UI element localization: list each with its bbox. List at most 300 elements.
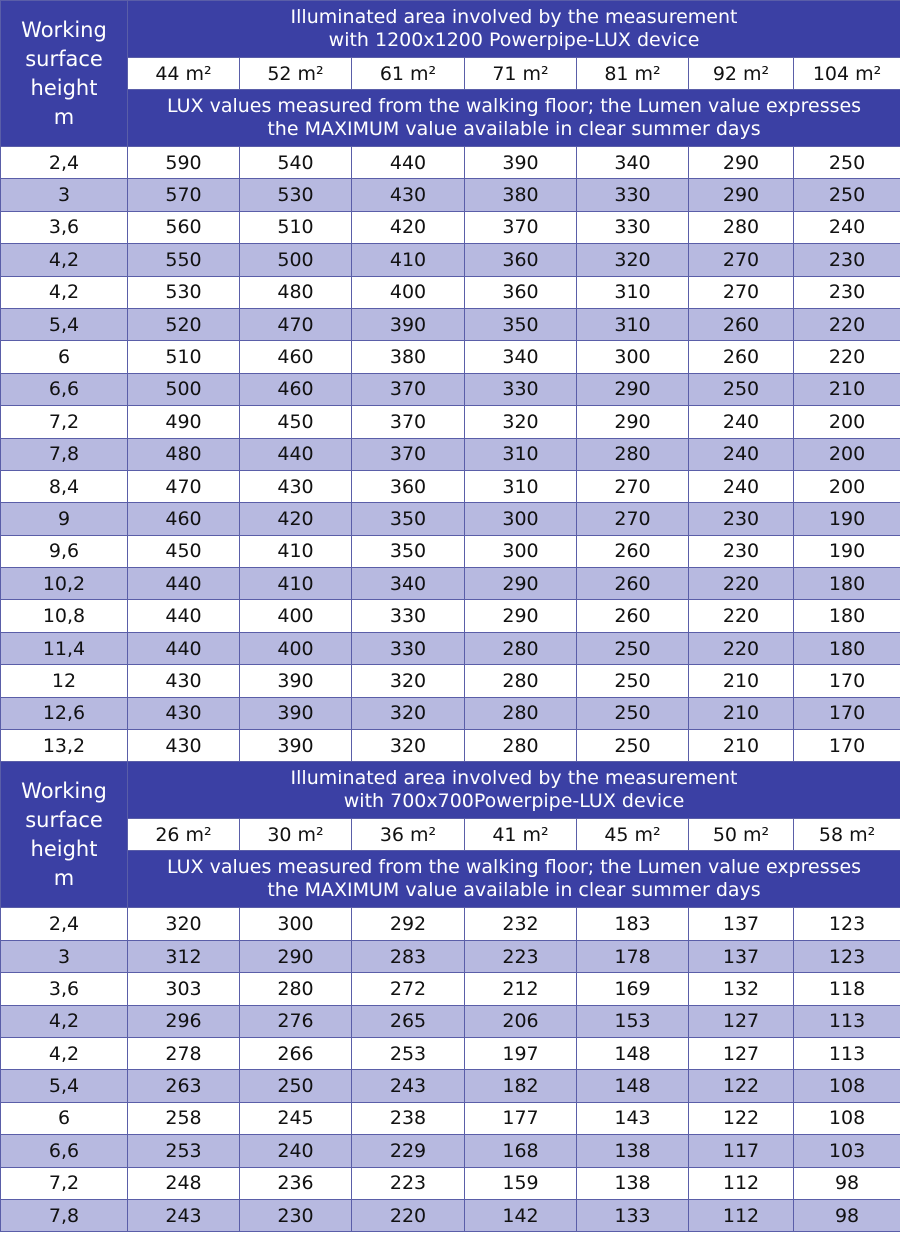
lux-note (128, 851, 900, 908)
lux-value-cell: 290 (689, 147, 794, 179)
lux-value-cell: 223 (352, 1167, 465, 1199)
title-line: Illuminated area involved by the measurement (290, 6, 738, 28)
lux-value-cell: 220 (794, 308, 900, 340)
lux-value-cell: 290 (465, 600, 577, 632)
lux-value-cell: 430 (128, 665, 240, 697)
lux-value-cell: 113 (794, 1005, 900, 1037)
height-cell: 7,8 (1, 1199, 128, 1231)
height-cell: 11,4 (1, 632, 128, 664)
lux-value-cell: 320 (577, 244, 689, 276)
lux-value-cell: 360 (352, 470, 465, 502)
lux-value-cell: 223 (465, 940, 577, 972)
height-cell: 6 (1, 1102, 128, 1134)
lux-value-cell: 360 (465, 244, 577, 276)
lux-value-cell: 245 (240, 1102, 352, 1134)
height-cell: 5,4 (1, 1070, 128, 1102)
lux-value-cell: 290 (465, 568, 577, 600)
table-row (1, 600, 900, 632)
corner-label-line: m (53, 865, 75, 890)
lux-value-cell: 440 (128, 632, 240, 664)
lux-value-cell: 300 (577, 341, 689, 373)
lux-value-cell: 103 (794, 1135, 900, 1167)
lux-value-cell: 236 (240, 1167, 352, 1199)
lux-value-cell: 283 (352, 940, 465, 972)
height-cell: 6 (1, 341, 128, 373)
lux-value-cell: 238 (352, 1102, 465, 1134)
lux-value-cell: 303 (128, 973, 240, 1005)
lux-value-cell: 153 (577, 1005, 689, 1037)
lux-value-cell: 410 (240, 568, 352, 600)
title-line: Illuminated area involved by the measurement (290, 767, 738, 790)
table-row (1, 1167, 900, 1199)
lux-value-cell: 265 (352, 1005, 465, 1037)
lux-value-cell: 180 (794, 632, 900, 664)
lux-value-cell: 290 (689, 179, 794, 211)
lux-value-cell: 340 (577, 147, 689, 179)
lux-value-cell: 98 (794, 1167, 900, 1199)
height-cell: 4,2 (1, 1037, 128, 1069)
lux-value-cell: 420 (352, 211, 465, 243)
corner-label-line: height (30, 836, 98, 861)
lux-value-cell: 177 (465, 1102, 577, 1134)
lux-value-cell: 243 (352, 1070, 465, 1102)
lux-value-cell: 330 (465, 373, 577, 405)
height-cell: 4,2 (1, 276, 128, 308)
note-line: LUX values measured from the walking floor; the Lumen value expresses (166, 95, 862, 117)
measurement-title (128, 762, 900, 819)
lux-value-cell: 250 (577, 697, 689, 729)
lux-value-cell: 510 (128, 341, 240, 373)
lux-value-cell: 180 (794, 600, 900, 632)
lux-value-cell: 206 (465, 1005, 577, 1037)
lux-value-cell: 250 (689, 373, 794, 405)
height-cell: 7,8 (1, 438, 128, 470)
lux-value-cell: 260 (577, 568, 689, 600)
table-row (1, 568, 900, 600)
corner-label-line: Working (21, 778, 107, 803)
lux-value-cell: 420 (240, 503, 352, 535)
table-row (1, 244, 900, 276)
lux-value-cell: 190 (794, 503, 900, 535)
lux-value-cell: 108 (794, 1102, 900, 1134)
lux-value-cell: 470 (240, 308, 352, 340)
lux-value-cell: 312 (128, 940, 240, 972)
lux-value-cell: 137 (689, 940, 794, 972)
lux-value-cell: 430 (128, 730, 240, 762)
lux-value-cell: 320 (352, 730, 465, 762)
area-header-cell: 58 m² (794, 819, 900, 851)
lux-value-cell: 243 (128, 1199, 240, 1231)
table-row (1, 940, 900, 972)
corner-label-line: Working (21, 17, 107, 42)
title-line: with 700x700Powerpipe-LUX device (343, 790, 685, 813)
lux-value-cell: 310 (577, 276, 689, 308)
lux-value-cell: 280 (465, 665, 577, 697)
lux-value-cell: 292 (352, 908, 465, 940)
lux-value-cell: 200 (794, 438, 900, 470)
lux-value-cell: 250 (577, 665, 689, 697)
area-header-cell: 36 m² (352, 819, 465, 851)
lux-value-cell: 230 (794, 244, 900, 276)
lux-value-cell: 123 (794, 940, 900, 972)
area-header-cell: 50 m² (689, 819, 794, 851)
lux-value-cell: 330 (352, 600, 465, 632)
lux-value-cell: 266 (240, 1037, 352, 1069)
lux-value-cell: 310 (577, 308, 689, 340)
lux-value-cell: 148 (577, 1037, 689, 1069)
lux-value-cell: 460 (128, 503, 240, 535)
lux-value-cell: 210 (689, 730, 794, 762)
lux-value-cell: 360 (465, 276, 577, 308)
lux-value-cell: 240 (689, 470, 794, 502)
height-cell: 9,6 (1, 535, 128, 567)
lux-value-cell: 148 (577, 1070, 689, 1102)
lux-value-cell: 330 (577, 211, 689, 243)
lux-value-cell: 220 (689, 600, 794, 632)
height-cell: 2,4 (1, 908, 128, 940)
lux-value-cell: 240 (689, 438, 794, 470)
area-row (1, 819, 900, 851)
lux-value-cell: 280 (689, 211, 794, 243)
lux-value-cell: 330 (352, 632, 465, 664)
lux-value-cell: 390 (240, 730, 352, 762)
lux-value-cell: 350 (352, 503, 465, 535)
lux-value-cell: 260 (689, 308, 794, 340)
lux-value-cell: 170 (794, 665, 900, 697)
lux-value-cell: 168 (465, 1135, 577, 1167)
lux-value-cell: 320 (352, 697, 465, 729)
lux-value-cell: 320 (128, 908, 240, 940)
lux-value-cell: 400 (240, 632, 352, 664)
lux-value-cell: 133 (577, 1199, 689, 1231)
lux-value-cell: 370 (465, 211, 577, 243)
lux-value-cell: 122 (689, 1102, 794, 1134)
lux-value-cell: 340 (465, 341, 577, 373)
lux-value-cell: 296 (128, 1005, 240, 1037)
header-title-row (1, 1, 900, 58)
lux-value-cell: 170 (794, 697, 900, 729)
lux-value-cell: 272 (352, 973, 465, 1005)
table-row (1, 1070, 900, 1102)
lux-value-cell: 230 (794, 276, 900, 308)
lux-value-cell: 400 (352, 276, 465, 308)
lux-value-cell: 197 (465, 1037, 577, 1069)
lux-value-cell: 112 (689, 1199, 794, 1231)
lux-value-cell: 260 (577, 535, 689, 567)
lux-value-cell: 200 (794, 470, 900, 502)
lux-value-cell: 127 (689, 1037, 794, 1069)
table-row (1, 973, 900, 1005)
lux-value-cell: 220 (689, 568, 794, 600)
lux-value-cell: 250 (794, 147, 900, 179)
lux-value-cell: 143 (577, 1102, 689, 1134)
height-cell: 3,6 (1, 973, 128, 1005)
height-cell: 13,2 (1, 730, 128, 762)
lux-value-cell: 250 (577, 632, 689, 664)
lux-value-cell: 210 (794, 373, 900, 405)
lux-value-cell: 138 (577, 1135, 689, 1167)
height-cell: 12 (1, 665, 128, 697)
height-cell: 4,2 (1, 244, 128, 276)
table-row (1, 438, 900, 470)
corner-label-line: height (30, 75, 98, 100)
lux-value-cell: 122 (689, 1070, 794, 1102)
lux-value-cell: 530 (240, 179, 352, 211)
lux-value-cell: 250 (794, 179, 900, 211)
lux-value-cell: 270 (689, 244, 794, 276)
table-row (1, 503, 900, 535)
area-header-cell: 30 m² (240, 819, 352, 851)
lux-value-cell: 138 (577, 1167, 689, 1199)
table-row (1, 147, 900, 179)
measurement-title (128, 1, 900, 58)
lux-value-cell: 240 (240, 1135, 352, 1167)
lux-table-body (1, 1, 900, 1232)
lux-value-cell: 229 (352, 1135, 465, 1167)
area-row (1, 58, 900, 90)
lux-value-cell: 290 (240, 940, 352, 972)
lux-value-cell: 230 (689, 503, 794, 535)
lux-value-cell: 440 (128, 600, 240, 632)
lux-value-cell: 132 (689, 973, 794, 1005)
corner-label-line: surface (25, 46, 103, 71)
lux-value-cell: 98 (794, 1199, 900, 1231)
height-cell: 10,2 (1, 568, 128, 600)
lux-value-cell: 159 (465, 1167, 577, 1199)
lux-value-cell: 410 (352, 244, 465, 276)
note-line: LUX values measured from the walking floor; the Lumen value expresses (166, 856, 862, 879)
lux-value-cell: 253 (128, 1135, 240, 1167)
lux-value-cell: 263 (128, 1070, 240, 1102)
height-cell: 12,6 (1, 697, 128, 729)
lux-value-cell: 400 (240, 600, 352, 632)
lux-value-cell: 550 (128, 244, 240, 276)
lux-value-cell: 310 (465, 470, 577, 502)
lux-value-cell: 440 (352, 147, 465, 179)
lux-value-cell: 250 (240, 1070, 352, 1102)
lux-value-cell: 178 (577, 940, 689, 972)
table-row (1, 730, 900, 762)
header-title-row (1, 762, 900, 819)
lux-value-cell: 260 (689, 341, 794, 373)
lux-value-cell: 123 (794, 908, 900, 940)
lux-value-cell: 270 (577, 503, 689, 535)
lux-value-cell: 280 (465, 697, 577, 729)
table-row (1, 1135, 900, 1167)
lux-value-cell: 170 (794, 730, 900, 762)
lux-value-cell: 290 (577, 373, 689, 405)
working-surface-height-header (1, 762, 128, 908)
table-row (1, 470, 900, 502)
table-row (1, 697, 900, 729)
lux-value-cell: 127 (689, 1005, 794, 1037)
working-surface-height-header (1, 1, 128, 147)
lux-value-cell: 430 (240, 470, 352, 502)
lux-value-cell: 113 (794, 1037, 900, 1069)
lux-value-cell: 270 (689, 276, 794, 308)
lux-value-cell: 370 (352, 406, 465, 438)
lux-value-cell: 460 (240, 373, 352, 405)
area-header-cell: 61 m² (352, 58, 465, 90)
lux-value-cell: 370 (352, 438, 465, 470)
lux-value-cell: 169 (577, 973, 689, 1005)
lux-value-cell: 230 (240, 1199, 352, 1231)
lux-value-cell: 380 (465, 179, 577, 211)
lux-value-cell: 390 (240, 697, 352, 729)
lux-value-cell: 112 (689, 1167, 794, 1199)
lux-value-cell: 430 (128, 697, 240, 729)
lux-value-cell: 570 (128, 179, 240, 211)
lux-value-cell: 540 (240, 147, 352, 179)
height-cell: 5,4 (1, 308, 128, 340)
lux-value-cell: 220 (352, 1199, 465, 1231)
lux-value-cell: 280 (577, 438, 689, 470)
lux-value-cell: 300 (465, 503, 577, 535)
table-row (1, 1102, 900, 1134)
lux-value-cell: 240 (689, 406, 794, 438)
lux-value-cell: 253 (352, 1037, 465, 1069)
lux-value-cell: 137 (689, 908, 794, 940)
lux-value-cell: 340 (352, 568, 465, 600)
area-header-cell: 44 m² (128, 58, 240, 90)
lux-value-cell: 410 (240, 535, 352, 567)
lux-value-cell: 142 (465, 1199, 577, 1231)
lux-value-cell: 108 (794, 1070, 900, 1102)
height-cell: 7,2 (1, 1167, 128, 1199)
area-header-cell: 52 m² (240, 58, 352, 90)
lux-value-cell: 280 (465, 632, 577, 664)
area-header-cell: 26 m² (128, 819, 240, 851)
lux-value-cell: 490 (128, 406, 240, 438)
lux-value-cell: 380 (352, 341, 465, 373)
lux-value-cell: 258 (128, 1102, 240, 1134)
lux-value-cell: 390 (352, 308, 465, 340)
lux-value-cell: 500 (240, 244, 352, 276)
lux-value-cell: 248 (128, 1167, 240, 1199)
lux-value-cell: 320 (465, 406, 577, 438)
lux-value-cell: 510 (240, 211, 352, 243)
lux-value-cell: 450 (240, 406, 352, 438)
lux-value-cell: 300 (465, 535, 577, 567)
lux-value-cell: 190 (794, 535, 900, 567)
table-row (1, 632, 900, 664)
lux-value-cell: 350 (465, 308, 577, 340)
lux-value-cell: 232 (465, 908, 577, 940)
table-row (1, 341, 900, 373)
lux-value-cell: 320 (352, 665, 465, 697)
lux-value-cell: 290 (577, 406, 689, 438)
lux-value-cell: 450 (128, 535, 240, 567)
height-cell: 2,4 (1, 147, 128, 179)
lux-value-cell: 390 (465, 147, 577, 179)
lux-value-cell: 440 (128, 568, 240, 600)
area-header-cell: 92 m² (689, 58, 794, 90)
lux-value-cell: 117 (689, 1135, 794, 1167)
height-cell: 3 (1, 940, 128, 972)
table-row (1, 406, 900, 438)
lux-value-cell: 520 (128, 308, 240, 340)
lux-value-cell: 280 (465, 730, 577, 762)
lux-value-cell: 230 (689, 535, 794, 567)
note-line: the MAXIMUM value available in clear summer days (267, 118, 761, 140)
height-cell: 4,2 (1, 1005, 128, 1037)
lux-value-cell: 220 (689, 632, 794, 664)
lux-value-cell: 480 (128, 438, 240, 470)
lux-value-cell: 470 (128, 470, 240, 502)
lux-value-cell: 460 (240, 341, 352, 373)
height-cell: 6,6 (1, 373, 128, 405)
table-row (1, 1037, 900, 1069)
height-cell: 9 (1, 503, 128, 535)
table-row (1, 1005, 900, 1037)
table-row (1, 373, 900, 405)
lux-value-cell: 560 (128, 211, 240, 243)
height-cell: 6,6 (1, 1135, 128, 1167)
lux-value-cell: 270 (577, 470, 689, 502)
lux-value-cell: 220 (794, 341, 900, 373)
corner-label-line: surface (25, 807, 103, 832)
height-cell: 8,4 (1, 470, 128, 502)
area-header-cell: 104 m² (794, 58, 900, 90)
note-line: the MAXIMUM value available in clear summer days (267, 879, 761, 902)
height-cell: 7,2 (1, 406, 128, 438)
lux-value-cell: 240 (794, 211, 900, 243)
area-header-cell: 45 m² (577, 819, 689, 851)
table-row (1, 908, 900, 940)
area-header-cell: 71 m² (465, 58, 577, 90)
lux-value-cell: 276 (240, 1005, 352, 1037)
table-row (1, 1199, 900, 1231)
lux-value-cell: 590 (128, 147, 240, 179)
lux-value-cell: 212 (465, 973, 577, 1005)
lux-value-cell: 440 (240, 438, 352, 470)
lux-value-cell: 390 (240, 665, 352, 697)
lux-value-cell: 300 (240, 908, 352, 940)
lux-value-cell: 250 (577, 730, 689, 762)
height-cell: 10,8 (1, 600, 128, 632)
lux-value-cell: 118 (794, 973, 900, 1005)
table-row (1, 665, 900, 697)
lux-value-cell: 330 (577, 179, 689, 211)
lux-value-cell: 210 (689, 665, 794, 697)
lux-value-cell: 480 (240, 276, 352, 308)
lux-value-cell: 200 (794, 406, 900, 438)
corner-label-line: m (53, 104, 75, 129)
table-row (1, 211, 900, 243)
height-cell: 3,6 (1, 211, 128, 243)
table-row (1, 179, 900, 211)
table-row (1, 308, 900, 340)
lux-value-cell: 210 (689, 697, 794, 729)
lux-value-cell: 370 (352, 373, 465, 405)
title-line: with 1200x1200 Powerpipe-LUX device (328, 29, 700, 51)
lux-value-cell: 310 (465, 438, 577, 470)
area-header-cell: 41 m² (465, 819, 577, 851)
header-note-row (1, 851, 900, 908)
lux-value-cell: 180 (794, 568, 900, 600)
lux-value-cell: 182 (465, 1070, 577, 1102)
lux-value-cell: 260 (577, 600, 689, 632)
area-header-cell: 81 m² (577, 58, 689, 90)
header-note-row (1, 90, 900, 147)
lux-value-cell: 350 (352, 535, 465, 567)
lux-note (128, 90, 900, 147)
lux-value-cell: 430 (352, 179, 465, 211)
lux-value-cell: 183 (577, 908, 689, 940)
lux-value-cell: 280 (240, 973, 352, 1005)
table-row (1, 535, 900, 567)
table-row (1, 276, 900, 308)
